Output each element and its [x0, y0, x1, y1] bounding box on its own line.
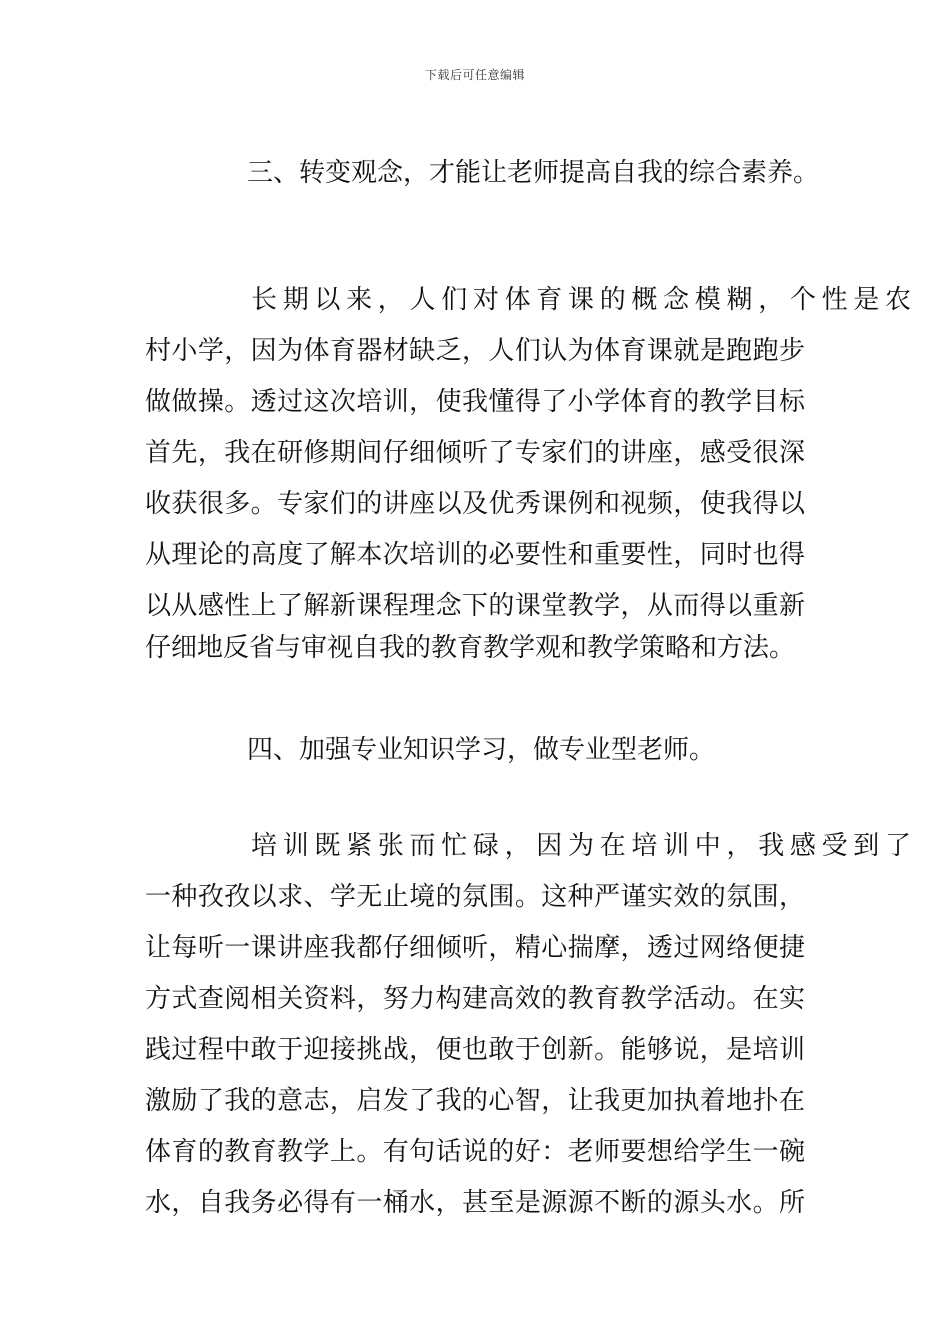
paragraph-line: 以从感性上了解新课程理念下的课堂教学，从而得以重新	[145, 591, 805, 621]
paragraph-line: 让每听一课讲座我都仔细倾听，精心揣摩，透过网络便捷	[145, 933, 805, 963]
paragraph-line: 仔细地反省与审视自我的教育教学观和教学策略和方法。	[145, 633, 796, 663]
paragraph-line: 体育的教育教学上。有句话说的好：老师要想给学生一碗	[145, 1137, 805, 1167]
header-note: 下载后可任意编辑	[424, 68, 525, 82]
paragraph-line: 村小学，因为体育器材缺乏，人们认为体育课就是跑跑步	[145, 336, 805, 366]
paragraph-line: 激励了我的意志，启发了我的心智，让我更加执着地扑在	[145, 1086, 805, 1116]
section-4-heading: 四、加强专业知识学习，做专业型老师。	[247, 735, 716, 765]
paragraph-line: 方式查阅相关资料，努力构建高效的教育教学活动。在实	[145, 984, 805, 1014]
paragraph-line: 做做操。透过这次培训，使我懂得了小学体育的教学目标	[145, 387, 805, 417]
paragraph-line: 长期以来，人们对体育课的概念模糊，个性是农	[251, 285, 911, 315]
paragraph-line: 践过程中敢于迎接挑战，便也敢于创新。能够说，是培训	[145, 1035, 805, 1065]
paragraph-line: 培训既紧张而忙碌，因为在培训中，我感受到了	[251, 831, 911, 861]
paragraph-line: 从理论的高度了解本次培训的必要性和重要性，同时也得	[145, 540, 805, 570]
section-3-heading: 三、转变观念，才能让老师提高自我的综合素养。	[247, 158, 820, 188]
paragraph-line: 收获很多。专家们的讲座以及优秀课例和视频，使我得以	[145, 489, 805, 519]
paragraph-line: 首先，我在研修期间仔细倾听了专家们的讲座，感受很深	[145, 438, 805, 468]
paragraph-line: 水，自我务必得有一桶水，甚至是源源不断的源头水。所	[145, 1188, 805, 1218]
paragraph-line: 一种孜孜以求、学无止境的氛围。这种严谨实效的氛围，	[145, 882, 805, 912]
